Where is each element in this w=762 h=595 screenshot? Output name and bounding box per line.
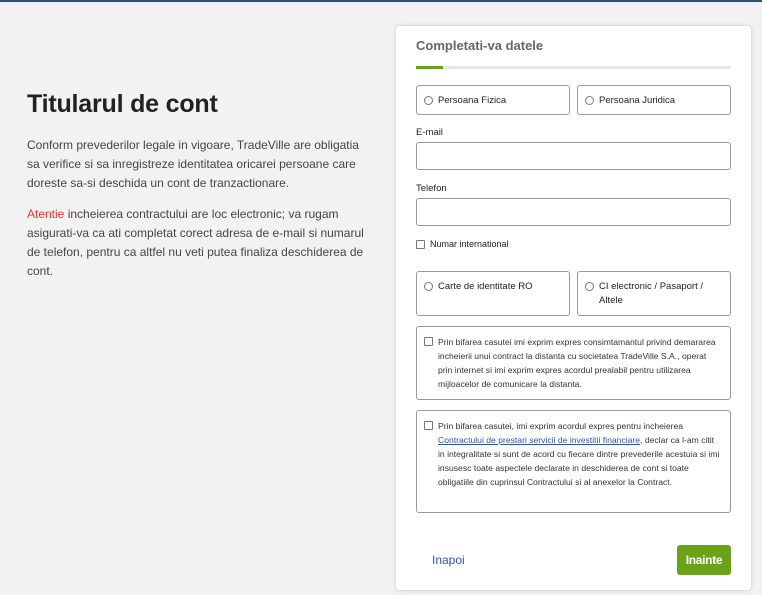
progress-bar bbox=[416, 66, 731, 69]
email-label: E-mail bbox=[416, 127, 443, 138]
radio-circle-icon[interactable] bbox=[585, 96, 594, 105]
consent-text: Prin bifarea casutei imi exprim expres consimtamantul privind demararea incheierii unui contract la distanta cu societatea TradeVille S.A., operat prin internet si imi exprim expres acordul prealabil pentru utilizarea mijloacelor de comunicare la distanta. bbox=[438, 337, 716, 389]
radio-label: Persoana Fizica bbox=[438, 94, 507, 106]
progress-fill bbox=[416, 66, 443, 69]
next-button[interactable]: Inainte bbox=[677, 545, 731, 575]
attention-text: incheierea contractului are loc electronic; va rugam asigurati-va ca ati completat corect adresa de e-mail si numarul de telefon, pentru ca altfel nu veti putea finaliza deschiderea de cont. bbox=[27, 207, 364, 278]
intro-section bbox=[27, 90, 372, 281]
attention-paragraph bbox=[27, 205, 372, 281]
attention-word: Atentie bbox=[27, 207, 65, 221]
consent-text-end: , declar ca l-am citit in integralitate si sunt de acord cu fiecare dintre prevederile acestuia si imi insusesc toate aspectele declarate in deschiderea de cont si toate obligatiile din cuprinsul Contractului si al anexelor la Contract. bbox=[438, 435, 720, 487]
phone-field[interactable] bbox=[416, 198, 731, 226]
consent-text-start: Prin bifarea casutei, imi exprim acordul expres pentru incheierea bbox=[438, 421, 684, 431]
radio-circle-icon[interactable] bbox=[585, 282, 594, 291]
contract-link[interactable]: Contractului de prestari servicii de investitii financiare bbox=[438, 435, 641, 445]
consent-investment-contract[interactable] bbox=[416, 410, 731, 513]
form-title: Completati-va datele bbox=[416, 38, 544, 53]
email-field[interactable] bbox=[416, 142, 731, 170]
intro-paragraph: Conform prevederilor legale in vigoare, TradeVille are obligatia sa verifice si sa inregistreze identitatea oricarei persoane care doreste sa-si deschida un cont de tranzactionare. bbox=[27, 138, 359, 190]
checkbox-icon[interactable] bbox=[424, 337, 433, 346]
radio-label: CI electronic / Pasaport / Altele bbox=[599, 281, 704, 306]
radio-persoana-fizica[interactable] bbox=[416, 85, 570, 115]
intl-number-option[interactable] bbox=[416, 239, 509, 249]
top-border bbox=[0, 0, 762, 2]
checkbox-icon[interactable] bbox=[424, 421, 433, 430]
page-title: Titularul de cont bbox=[27, 90, 218, 118]
intl-number-label: Numar international bbox=[430, 239, 509, 249]
radio-label: Persoana Juridica bbox=[599, 94, 676, 106]
back-button[interactable]: Inapoi bbox=[432, 553, 465, 567]
radio-circle-icon[interactable] bbox=[424, 282, 433, 291]
radio-ci-electronic[interactable] bbox=[577, 271, 731, 316]
phone-label: Telefon bbox=[416, 183, 447, 194]
radio-persoana-juridica[interactable] bbox=[577, 85, 731, 115]
radio-circle-icon[interactable] bbox=[424, 96, 433, 105]
data-form-card bbox=[396, 26, 751, 590]
radio-ci-ro[interactable] bbox=[416, 271, 570, 316]
radio-label: Carte de identitate RO bbox=[438, 281, 533, 292]
consent-distance-contract[interactable] bbox=[416, 326, 731, 400]
checkbox-icon[interactable] bbox=[416, 240, 425, 249]
